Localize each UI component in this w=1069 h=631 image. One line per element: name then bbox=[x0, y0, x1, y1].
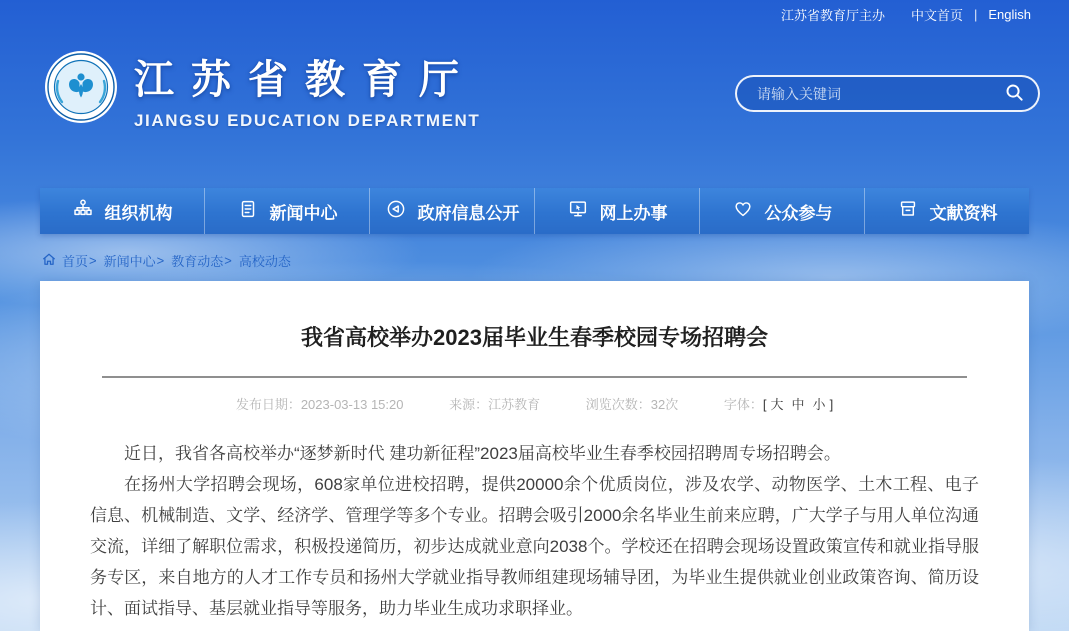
breadcrumb-separator: > bbox=[224, 253, 232, 268]
topbar bbox=[781, 5, 1031, 24]
topbar-link-host[interactable]: 江苏省教育厅主办 bbox=[780, 8, 885, 23]
font-size-control bbox=[724, 394, 833, 413]
breadcrumb-separator: > bbox=[156, 253, 165, 268]
bracket-open: [ bbox=[762, 397, 767, 412]
breadcrumb-item-university-news[interactable]: 高校动态 bbox=[238, 254, 291, 269]
font-size-medium-button[interactable]: 中 bbox=[791, 397, 805, 412]
brand-text bbox=[134, 48, 480, 131]
view-count: 浏览次数：32次 bbox=[585, 397, 679, 412]
article-source: 来源：江苏教育 bbox=[449, 397, 541, 412]
magnifier-icon bbox=[1003, 81, 1026, 107]
topbar-link-english[interactable]: English bbox=[988, 7, 1031, 22]
nav-item-label: 网上办事 bbox=[599, 203, 668, 223]
topbar-separator: | bbox=[973, 7, 978, 22]
online-service-monitor-icon bbox=[567, 198, 589, 225]
breadcrumb-item-education-news[interactable]: 教育动态 bbox=[171, 254, 224, 269]
bracket-close: ] bbox=[829, 397, 834, 412]
breadcrumb bbox=[42, 251, 291, 270]
publish-date: 发布日期：2023-03-13 15:20 bbox=[235, 397, 404, 412]
nav-item-label: 公众参与 bbox=[764, 203, 833, 223]
nav-item-public-participation[interactable] bbox=[700, 188, 865, 234]
nav-item-news-center[interactable] bbox=[205, 188, 370, 234]
breadcrumb-separator: > bbox=[89, 253, 97, 268]
gov-info-disclosure-icon bbox=[385, 198, 407, 225]
org-chart-icon bbox=[72, 198, 94, 225]
search-input[interactable] bbox=[737, 77, 1003, 110]
nav-item-documents[interactable] bbox=[865, 188, 1029, 234]
heart-icon bbox=[732, 198, 754, 225]
nav-item-gov-info-disclosure[interactable] bbox=[370, 188, 535, 234]
article-card bbox=[40, 281, 1029, 631]
font-size-small-button[interactable]: 小 bbox=[812, 397, 826, 412]
breadcrumb-item-news-center[interactable]: 新闻中心 bbox=[103, 254, 156, 269]
nav-item-organization[interactable] bbox=[40, 188, 205, 234]
article-meta bbox=[40, 394, 1029, 413]
article-title: 我省高校举办2023届毕业生春季校园专场招聘会 bbox=[301, 325, 768, 350]
article-body bbox=[90, 438, 979, 624]
archive-icon bbox=[897, 198, 919, 225]
search-button[interactable] bbox=[1003, 81, 1038, 107]
nav-item-label: 政府信息公开 bbox=[417, 203, 520, 223]
font-size-large-button[interactable]: 大 bbox=[770, 397, 784, 412]
nav-item-label: 组织机构 bbox=[104, 203, 173, 223]
breadcrumb-item-home[interactable]: 首页 bbox=[62, 254, 89, 269]
news-document-icon bbox=[237, 198, 259, 225]
font-size-label: 字体： bbox=[723, 397, 763, 412]
article-paragraph: 在扬州大学招聘会现场，608家单位进校招聘，提供20000余个优质岗位，涉及农学、动物医学、土木工程、电子信息、机械制造、文学、经济学、管理学等多个专业。招聘会吸引2000余名毕业生前来应聘，广大学子与用人单位沟通交流，详细了解职位需求，积极投递简历，初步达成就业意向2038个。学校还在招聘会现场设置政策宣传和就业指导服务专区，来自地方的人才工作专员和扬州大学就业指导教师组建现场辅导团，为毕业生提供就业创业政策咨询、简历设计、面试指导、基层就业指导等服务，助力毕业生成功求职择业。 bbox=[90, 475, 979, 618]
site-name: 江苏省教育厅 bbox=[134, 58, 476, 102]
site-brand[interactable] bbox=[44, 48, 480, 131]
jiangsu-education-emblem-icon bbox=[44, 50, 118, 129]
nav-item-label: 新闻中心 bbox=[269, 203, 338, 223]
nav-item-online-services[interactable] bbox=[535, 188, 700, 234]
site-name-en: JIANGSU EDUCATION DEPARTMENT bbox=[134, 111, 481, 130]
main-nav bbox=[40, 188, 1029, 234]
search-box bbox=[735, 75, 1040, 112]
nav-item-label: 文献资料 bbox=[929, 203, 998, 223]
home-icon bbox=[42, 253, 62, 269]
title-divider bbox=[102, 376, 967, 378]
article-paragraph: 近日，我省各高校举办“逐梦新时代 建功新征程”2023届高校毕业生春季校园招聘周专场招聘会。 bbox=[124, 444, 841, 463]
topbar-link-chinese-home[interactable]: 中文首页 bbox=[910, 8, 963, 23]
